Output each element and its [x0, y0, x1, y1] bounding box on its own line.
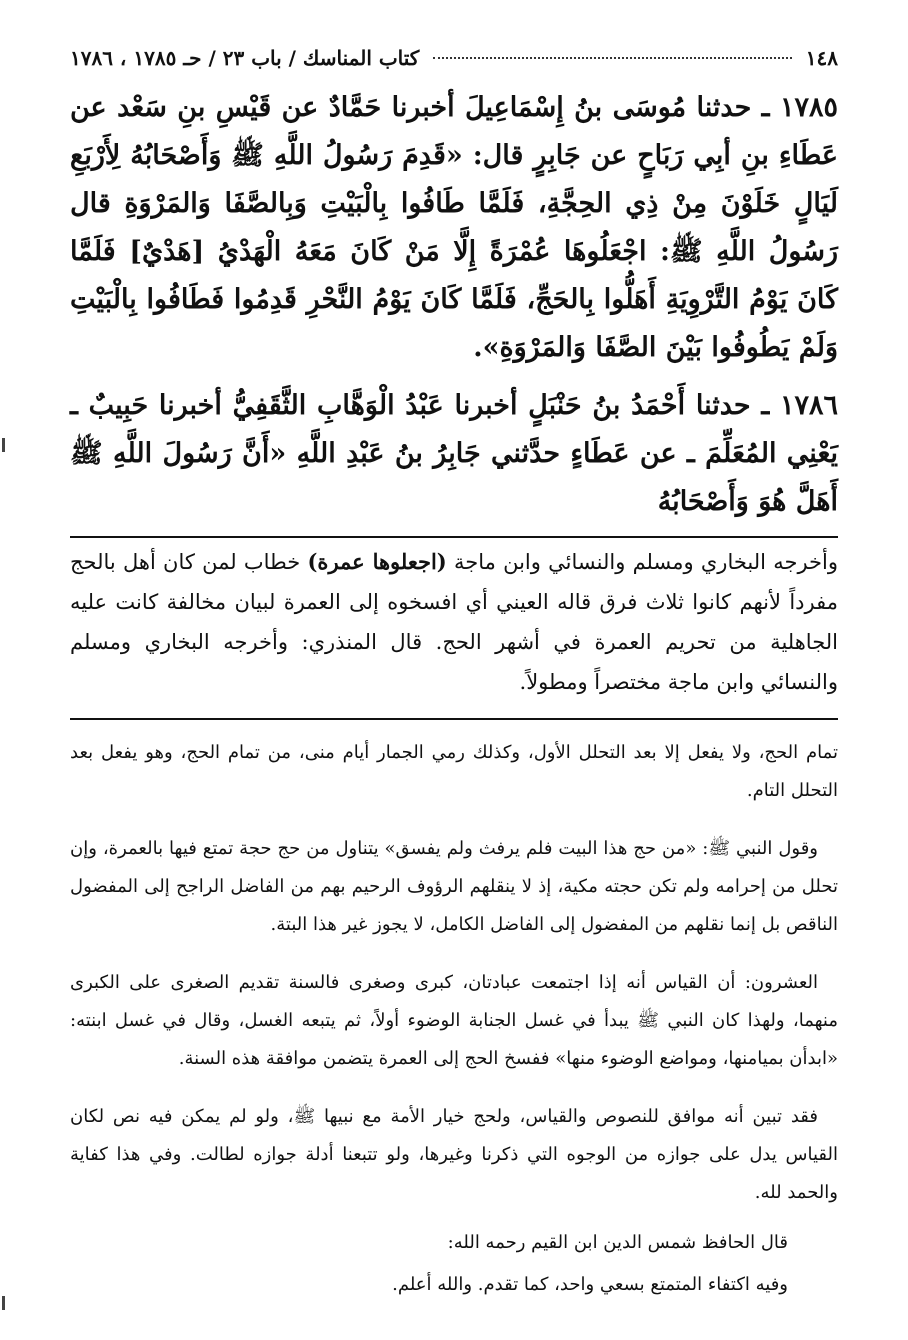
hadith-text: حدثنا أَحْمَدُ بنُ حَنْبَلٍ أخبرنا عَبْدُ الْوَهَّابِ الثَّقَفِيُّ أخبرنا حَبِيبٌ ـ يَعْنِي المُعَلِّمَ ـ عن عَطَاءٍ حدَّثني جَابِرُ بنُ عَبْدِ اللَّهِ «أَنَّ رَسُولَ اللَّهِ ﷺ أَهَلَّ هُوَ وَأَصْحَابُهُ: [70, 390, 838, 517]
commentary-paragraph: فقد تبين أنه موافق للنصوص والقياس، ولحج خيار الأمة مع نبيها ﷺ، ولو لم يمكن فيه نص لكان القياس يدل على جوازه من الوجوه التي ذكرنا وغيرها، ولو تتبعنا أدلة جوازه لطالت. وفي هذا كفاية والحمد لله.: [70, 1106, 838, 1203]
attribution-line: قال الحافظ شمس الدين ابن القيم رحمه الله:: [447, 1232, 788, 1253]
commentary-paragraph: العشرون: أن القياس أنه إذا اجتمعت عبادتان، كبرى وصغرى فالسنة تقديم الصغرى على الكبرى منهما، ولهذا كان النبي ﷺ يبدأ في غسل الجنابة الوضوء أولاً، ثم يتبعه الغسل، وقال في غسل ابنته: «ابدأن بميامنها، ومواضع الوضوء منها» ففسخ الحج إلى العمرة يتضمن موافقة هذه السنة.: [70, 972, 838, 1069]
footnote-text-start: وأخرجه البخاري ومسلم والنسائي وابن ماجة: [446, 550, 838, 574]
running-header: [70, 46, 838, 84]
hadith-1785: [70, 84, 838, 372]
binding-mark-top: [2, 438, 5, 452]
footnote-bold-term: (اجعلوها عمرة): [307, 549, 447, 574]
hadith-text: حدثنا مُوسَى بنُ إِسْمَاعِيلَ أخبرنا حَمَّادٌ عن قَيْسِ بنِ سَعْد عن عَطَاءِ بنِ أبِي رَبَاحٍ عن جَابِرٍ قال: «قَدِمَ رَسُولُ اللَّهِ ﷺ وَأَصْحَابُهُ لِأَرْبَعِ لَيَالٍ خَلَوْنَ مِنْ ذِي الحِجَّةِ، فَلَمَّا طَافُوا بِالْبَيْتِ وَبِالصَّفَا وَالمَرْوَةِ قال رَسُولُ اللَّهِ ﷺ: اجْعَلُوهَا عُمْرَةً إِلَّا مَنْ كَانَ مَعَهُ الْهَدْيُ [هَدْيٌ] فَلَمَّا كَانَ يَوْمُ التَّرْوِيَةِ أَهَلُّوا بِالحَجِّ، فَلَمَّا كَانَ يَوْمُ النَّحْرِ قَدِمُوا فَطَافُوا بِالْبَيْتِ وَلَمْ يَطُوفُوا بَيْنَ الصَّفَا وَالمَرْوَةِ».: [70, 92, 838, 363]
page-number: ١٤٨: [805, 46, 838, 70]
hadith-number: ١٧٨٥: [779, 92, 838, 123]
binding-mark-bottom: [2, 1296, 5, 1310]
hadith-1786: [70, 382, 838, 526]
closing-line: وفيه اكتفاء المتمتع بسعي واحد، كما تقدم. والله أعلم.: [392, 1274, 788, 1295]
commentary-divider: [70, 718, 838, 720]
footnote-divider: [70, 536, 838, 538]
page: [70, 46, 838, 1304]
hadith-number: ١٧٨٦: [780, 390, 839, 421]
commentary-paragraph: وقول النبي ﷺ: «من حج هذا البيت فلم يرفث ولم يفسق» يتناول من حج حجة تمتع فيها بالعمرة، وإن تحلل من إحرامه ولم تكن حجته مكية، إذ لا ينقلهم الرؤوف الرحيم بهم من الفاضل الراجح إلى المفضول الناقص بل إنما نقلهم من المفضول إلى الفاضل الكامل، لا يجوز غير هذا البتة.: [70, 838, 838, 935]
hadith-dash: ـ: [751, 92, 770, 123]
footnote: [70, 542, 838, 702]
hadith-dash: ـ: [750, 390, 770, 421]
running-title: كتاب المناسك / باب ٢٣ / حـ ١٧٨٥ ، ١٧٨٦: [70, 46, 420, 70]
footnote-text-end: خطاب لمن كان أهل بالحج مفرداً لأنهم كانوا ثلاث فرق قاله العيني أي افسخوه إلى العمرة لبيان مخالفة كانت عليه الجاهلية من تحريم العمرة في أشهر الحج. قال المنذري: وأخرجه البخاري ومسلم والنسائي وابن ماجة مختصراً ومطولاً.: [70, 550, 838, 694]
header-dotted-leader: [433, 57, 791, 59]
commentary-paragraph: تمام الحج، ولا يفعل إلا بعد التحلل الأول، وكذلك رمي الجمار أيام منى، من تمام الحج، وهو يفعل بعد التحلل التام.: [70, 742, 838, 801]
